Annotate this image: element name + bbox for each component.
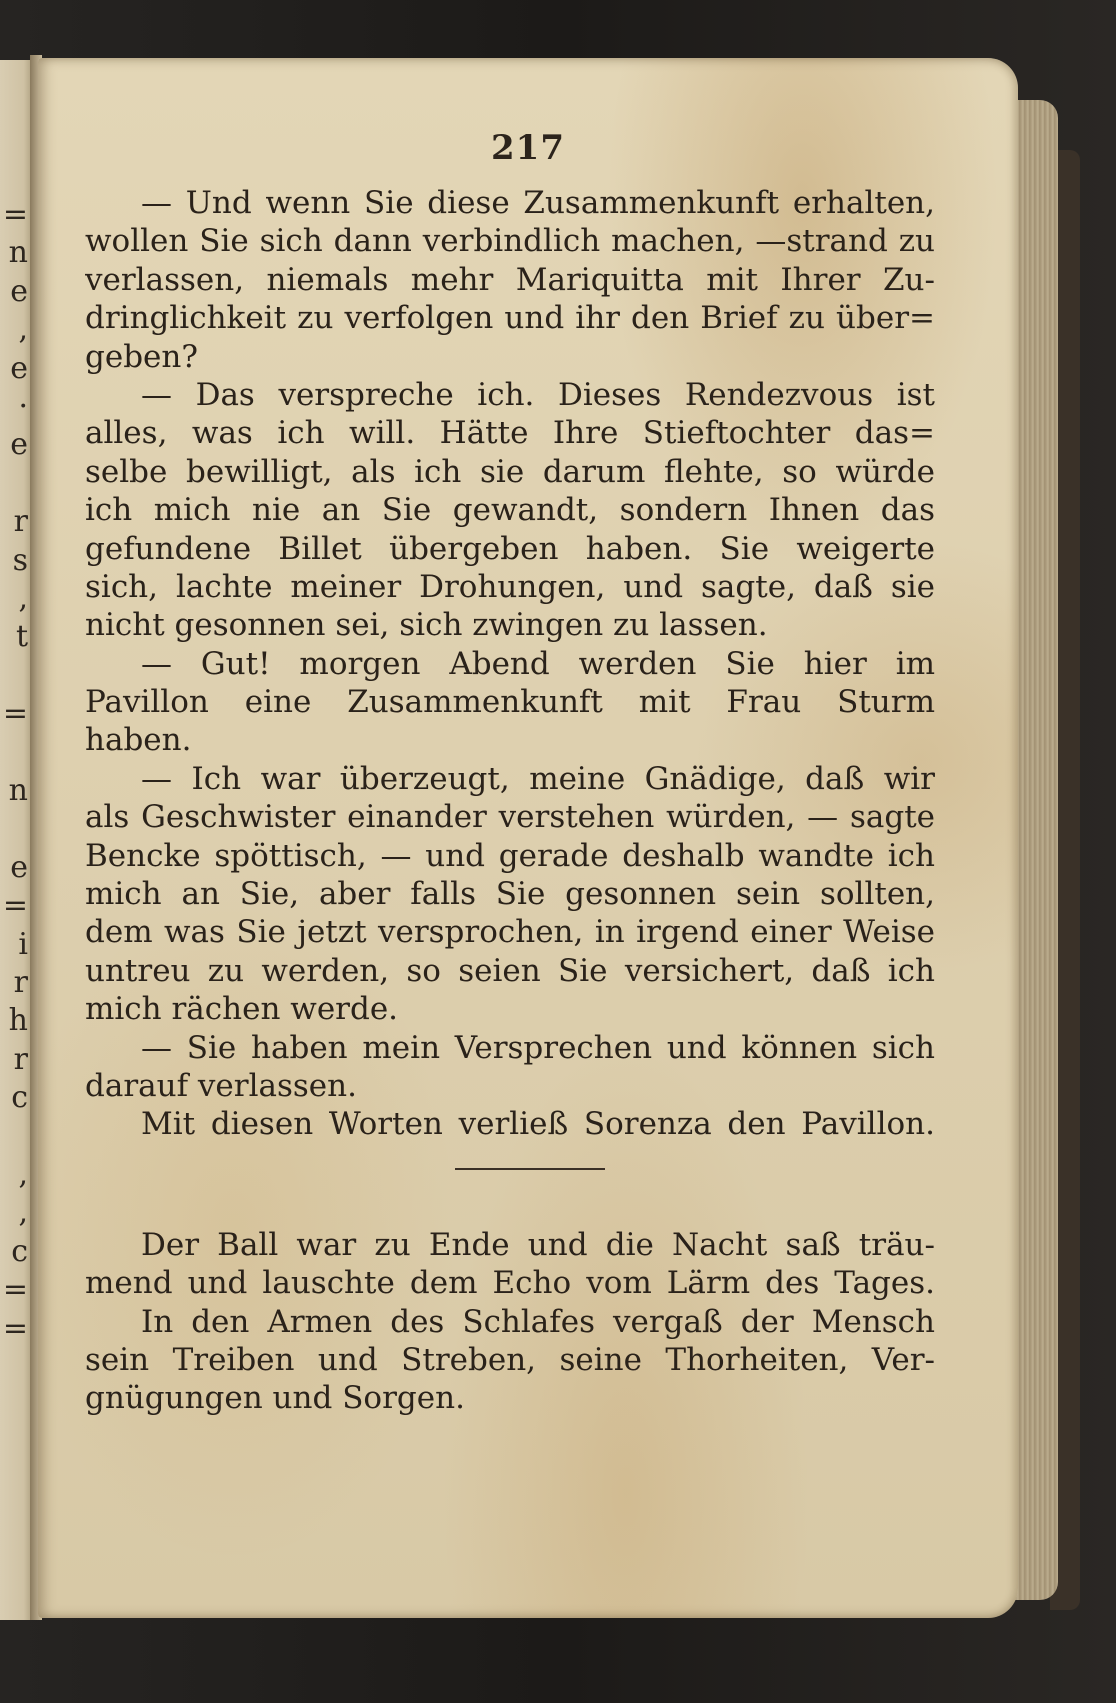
- text-line: dringlichkeit zu verfolgen und ihr den Brief zu über=: [85, 300, 935, 337]
- text-line: — Das verspreche ich. Dieses Rendezvous ist: [141, 376, 935, 413]
- facing-page-glyph: =: [2, 197, 28, 232]
- facing-page-glyph: c: [11, 1233, 28, 1269]
- facing-page-glyph: r: [13, 1041, 28, 1077]
- facing-page-glyph: =: [2, 888, 28, 924]
- facing-page-glyph: i: [18, 926, 28, 962]
- facing-page-glyph: ·: [18, 389, 28, 424]
- page-text: [85, 184, 935, 1418]
- text-line: dem was Sie jetzt versprochen, in irgend einer Weise: [85, 914, 935, 951]
- text-line: — Sie haben mein Versprechen und können sich: [141, 1029, 935, 1066]
- facing-page-glyph: e: [10, 350, 28, 386]
- text-line: darauf verlassen.: [85, 1067, 357, 1104]
- text-line: Der Ball war zu Ende und die Nacht saß träu-: [141, 1226, 935, 1263]
- text-line: Pavillon eine Zusammenkunft mit Frau Sturm: [85, 684, 935, 721]
- text-line: verlassen, niemals mehr Mariquitta mit Ihrer Zu-: [85, 261, 935, 298]
- text-line: haben.: [85, 722, 192, 759]
- page-number: 217: [491, 128, 565, 168]
- text-line: nicht gesonnen sei, sich zwingen zu lassen.: [85, 607, 768, 644]
- book-page: [38, 58, 1018, 1618]
- facing-page-glyph: r: [13, 504, 28, 540]
- facing-page-glyph: e: [10, 427, 28, 463]
- paragraph: [85, 645, 935, 760]
- text-line: gefundene Billet übergeben haben. Sie weigerte: [85, 530, 935, 567]
- text-line: In den Armen des Schlafes vergaß der Mensch: [141, 1303, 935, 1340]
- text-line: Mit diesen Worten verließ Sorenza den Pavillon.: [141, 1106, 935, 1143]
- facing-page-edge: [0, 60, 34, 1620]
- facing-page-glyph: n: [8, 773, 28, 808]
- facing-page-glyph: e: [10, 849, 28, 885]
- text-line: ich mich nie an Sie gewandt, sondern Ihnen das: [85, 492, 935, 529]
- paragraph: [85, 376, 935, 645]
- text-line: alles, was ich will. Hätte Ihre Stieftochter das=: [85, 415, 935, 452]
- facing-page-glyph: =: [2, 1272, 28, 1308]
- paragraph: [85, 1029, 935, 1106]
- facing-page-glyph: ,: [18, 581, 28, 616]
- text-line: gnügungen und Sorgen.: [85, 1380, 465, 1417]
- text-line: sich, lachte meiner Drohungen, und sagte, daß sie: [85, 568, 935, 605]
- facing-page-glyph: ,: [18, 1195, 28, 1231]
- facing-page-glyph: h: [8, 1003, 28, 1039]
- facing-page-glyph: r: [13, 965, 28, 1000]
- divider-rule: [455, 1168, 605, 1170]
- text-line: Bencke spöttisch, — und gerade deshalb wandte ich: [85, 837, 935, 874]
- text-line: wollen Sie sich dann verbindlich machen, —strand zu: [85, 223, 935, 260]
- text-line: sein Treiben und Streben, seine Thorheiten, Ver-: [85, 1341, 935, 1378]
- text-line: geben?: [85, 338, 198, 375]
- text-line: — Ich war überzeugt, meine Gnädige, daß wir: [141, 760, 935, 797]
- facing-page-glyph: n: [8, 235, 28, 271]
- spacer: [85, 1192, 935, 1226]
- facing-page-glyph: t: [15, 619, 28, 655]
- facing-page-glyph: ,: [18, 312, 28, 348]
- text-line: als Geschwister einander verstehen würden, — sagte: [85, 799, 935, 836]
- paragraph: [85, 760, 935, 1029]
- text-line: selbe bewilligt, als ich sie darum flehte, so würde: [85, 453, 935, 490]
- paragraph: [85, 1105, 935, 1143]
- facing-page-glyph: =: [2, 696, 28, 732]
- paragraph: [85, 184, 935, 376]
- facing-page-glyph: e: [10, 273, 28, 309]
- facing-page-glyph: =: [2, 1310, 28, 1346]
- text-line: untreu zu werden, so seien Sie versichert, daß ich: [85, 952, 935, 989]
- text-line: — Gut! morgen Abend werden Sie hier im: [141, 645, 935, 682]
- facing-page-glyph: s: [12, 542, 28, 578]
- paragraph: [85, 1226, 935, 1303]
- facing-page-glyph: c: [11, 1080, 28, 1116]
- text-line: mich rächen werde.: [85, 991, 399, 1028]
- text-line: — Und wenn Sie diese Zusammenkunft erhalten,: [141, 185, 935, 221]
- paragraph: [85, 1303, 935, 1418]
- text-line: mich an Sie, aber falls Sie gesonnen sein sollten,: [85, 876, 935, 913]
- text-line: mend und lauschte dem Echo vom Lärm des Tages.: [85, 1265, 935, 1302]
- section-divider: [85, 1144, 935, 1192]
- facing-page-glyph: ,: [18, 1157, 28, 1192]
